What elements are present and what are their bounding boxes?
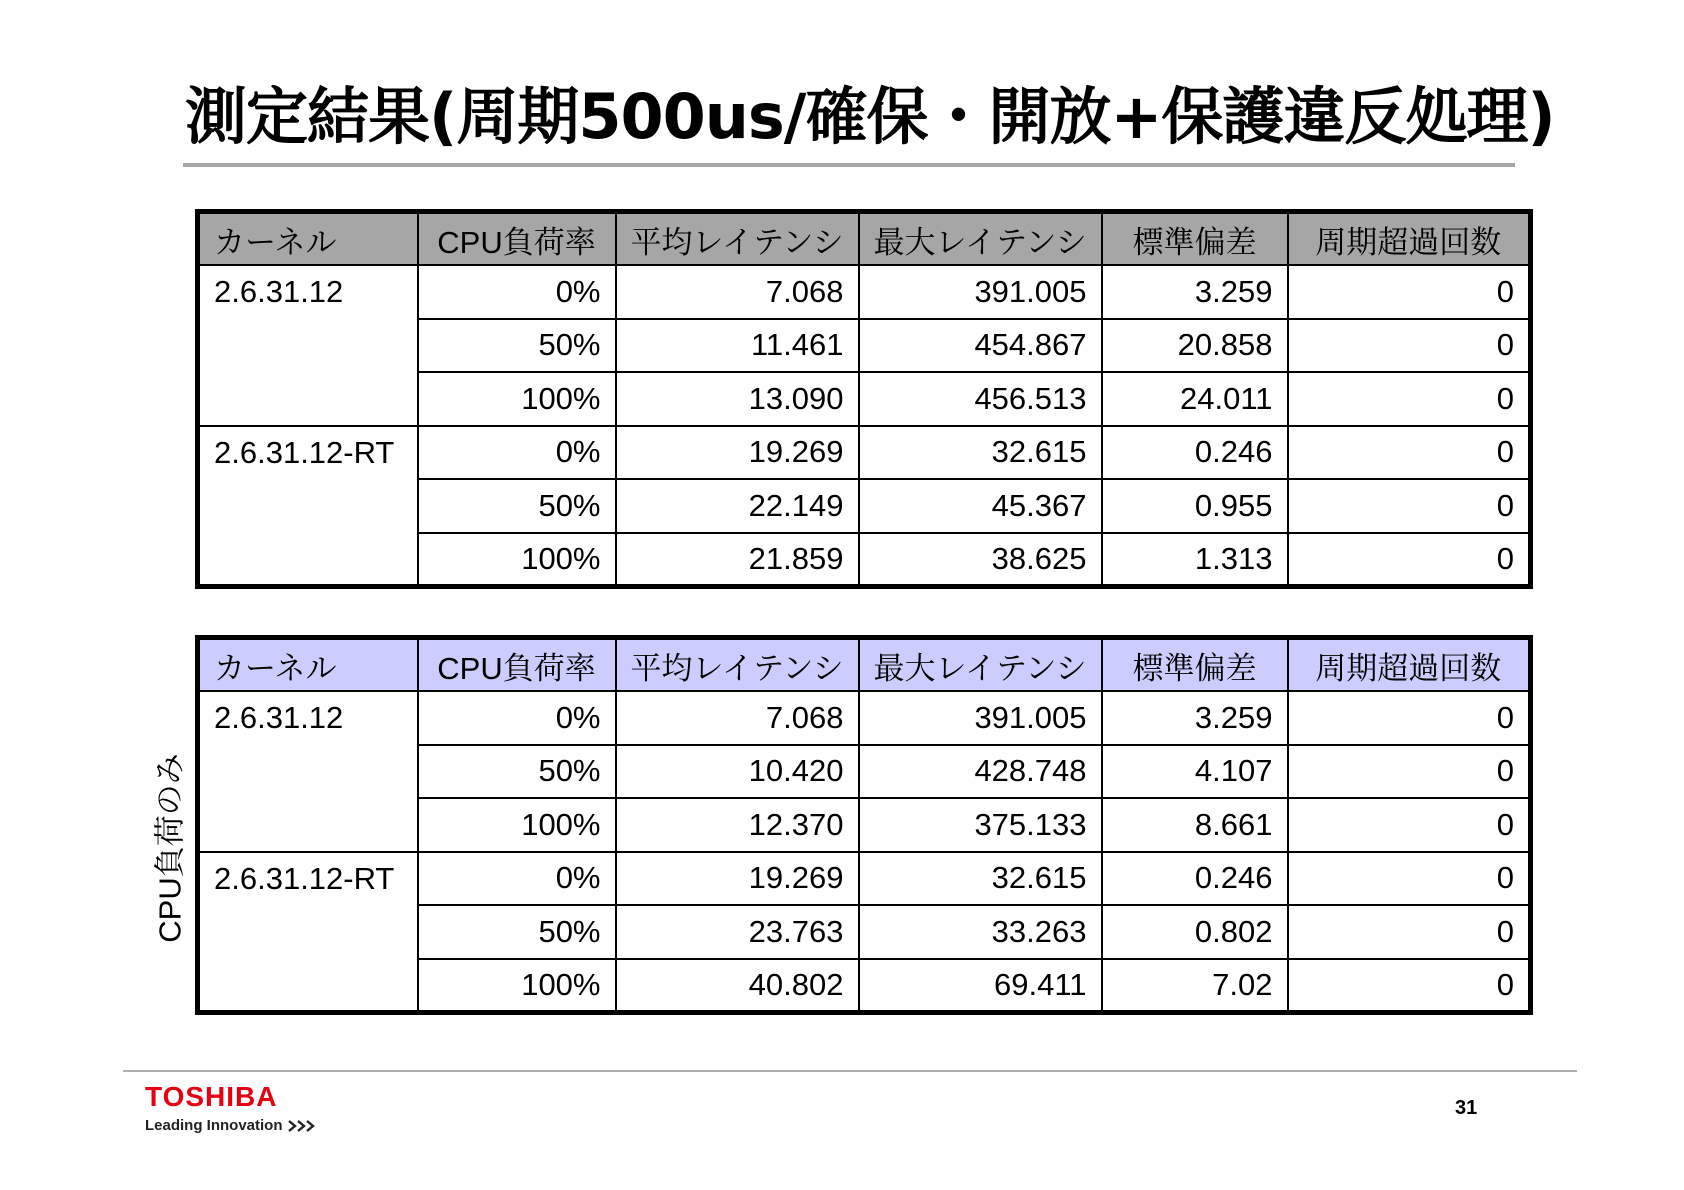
column-header: 平均レイテンシ <box>616 638 859 692</box>
table-cell: 32.615 <box>859 426 1102 480</box>
table-cell: 100% <box>418 959 616 1013</box>
triple-chevron-icon <box>287 1119 317 1133</box>
table-cell: 21.859 <box>616 533 859 587</box>
table-cell: 3.259 <box>1102 265 1288 319</box>
table-cell: 0.955 <box>1102 479 1288 533</box>
table-cell: 19.269 <box>616 852 859 906</box>
table-cell: 69.411 <box>859 959 1102 1013</box>
latency-table-cpu-load-only <box>195 635 1533 1015</box>
table-cell: 0.246 <box>1102 426 1288 480</box>
table-header-row <box>198 212 1531 266</box>
table-cell: 33.263 <box>859 905 1102 959</box>
table-cell: 20.858 <box>1102 319 1288 373</box>
table-row <box>198 852 1531 906</box>
table-cell: 19.269 <box>616 426 859 480</box>
table-cell: 32.615 <box>859 852 1102 906</box>
table-cell: 50% <box>418 479 616 533</box>
table-cell: 45.367 <box>859 479 1102 533</box>
table-cell: 50% <box>418 319 616 373</box>
table-cell: 100% <box>418 533 616 587</box>
table-cell: 38.625 <box>859 533 1102 587</box>
table-cell: 391.005 <box>859 265 1102 319</box>
table-cell: 0 <box>1288 959 1531 1013</box>
kernel-cell: 2.6.31.12-RT <box>198 852 418 1013</box>
table-cell: 100% <box>418 372 616 426</box>
footer-divider <box>123 1070 1577 1072</box>
table-cell: 0% <box>418 691 616 745</box>
title-divider <box>183 163 1515 167</box>
table-cell: 0 <box>1288 426 1531 480</box>
table-cell: 0.802 <box>1102 905 1288 959</box>
column-header: 標準偏差 <box>1102 638 1288 692</box>
table-cell: 13.090 <box>616 372 859 426</box>
table-cell: 7.068 <box>616 265 859 319</box>
table-cell: 24.011 <box>1102 372 1288 426</box>
table-cell: 0 <box>1288 798 1531 852</box>
table-cell: 0 <box>1288 745 1531 799</box>
table-cell: 0 <box>1288 479 1531 533</box>
table-cell: 0% <box>418 852 616 906</box>
table-row <box>198 426 1531 480</box>
column-header: 周期超過回数 <box>1288 638 1531 692</box>
table-cell: 0 <box>1288 691 1531 745</box>
table-cell: 1.313 <box>1102 533 1288 587</box>
table-cell: 456.513 <box>859 372 1102 426</box>
latency-table-full-load <box>195 209 1533 589</box>
table-cell: 8.661 <box>1102 798 1288 852</box>
table-header-row <box>198 638 1531 692</box>
table-cell: 375.133 <box>859 798 1102 852</box>
column-header: CPU負荷率 <box>418 638 616 692</box>
table-cell: 454.867 <box>859 319 1102 373</box>
table-cell: 0 <box>1288 852 1531 906</box>
table-cell: 40.802 <box>616 959 859 1013</box>
table-cell: 11.461 <box>616 319 859 373</box>
table-cell: 428.748 <box>859 745 1102 799</box>
table-cell: 100% <box>418 798 616 852</box>
kernel-cell: 2.6.31.12 <box>198 691 418 852</box>
table-cell: 10.420 <box>616 745 859 799</box>
toshiba-logo <box>145 1083 317 1134</box>
table-cell: 22.149 <box>616 479 859 533</box>
table-cell: 0 <box>1288 319 1531 373</box>
table-row <box>198 265 1531 319</box>
column-header: カーネル <box>198 638 418 692</box>
table-cell: 50% <box>418 745 616 799</box>
column-header: カーネル <box>198 212 418 266</box>
logo-tagline-text: Leading Innovation <box>145 1117 283 1134</box>
kernel-cell: 2.6.31.12 <box>198 265 418 426</box>
table-cell: 7.02 <box>1102 959 1288 1013</box>
column-header: CPU負荷率 <box>418 212 616 266</box>
table-cell: 0% <box>418 426 616 480</box>
table-row <box>198 691 1531 745</box>
column-header: 最大レイテンシ <box>859 638 1102 692</box>
column-header: 標準偏差 <box>1102 212 1288 266</box>
column-header: 周期超過回数 <box>1288 212 1531 266</box>
page-number: 31 <box>1455 1097 1478 1119</box>
table-cell: 0 <box>1288 265 1531 319</box>
table-cell: 23.763 <box>616 905 859 959</box>
table-cell: 0 <box>1288 905 1531 959</box>
table-cell: 0% <box>418 265 616 319</box>
table-cell: 0 <box>1288 533 1531 587</box>
table-cell: 50% <box>418 905 616 959</box>
logo-wordmark: TOSHIBA <box>145 1081 278 1112</box>
table-cell: 4.107 <box>1102 745 1288 799</box>
table-cell: 12.370 <box>616 798 859 852</box>
table-cell: 3.259 <box>1102 691 1288 745</box>
column-header: 平均レイテンシ <box>616 212 859 266</box>
table-cell: 391.005 <box>859 691 1102 745</box>
column-header: 最大レイテンシ <box>859 212 1102 266</box>
table-cell: 0.246 <box>1102 852 1288 906</box>
table-cell: 7.068 <box>616 691 859 745</box>
side-label: CPU負荷のみ <box>152 753 188 943</box>
kernel-cell: 2.6.31.12-RT <box>198 426 418 587</box>
table-cell: 0 <box>1288 372 1531 426</box>
slide-title: 測定結果(周期500us/確保・開放+保護違反処理) <box>185 80 1555 153</box>
logo-tagline <box>145 1117 317 1134</box>
